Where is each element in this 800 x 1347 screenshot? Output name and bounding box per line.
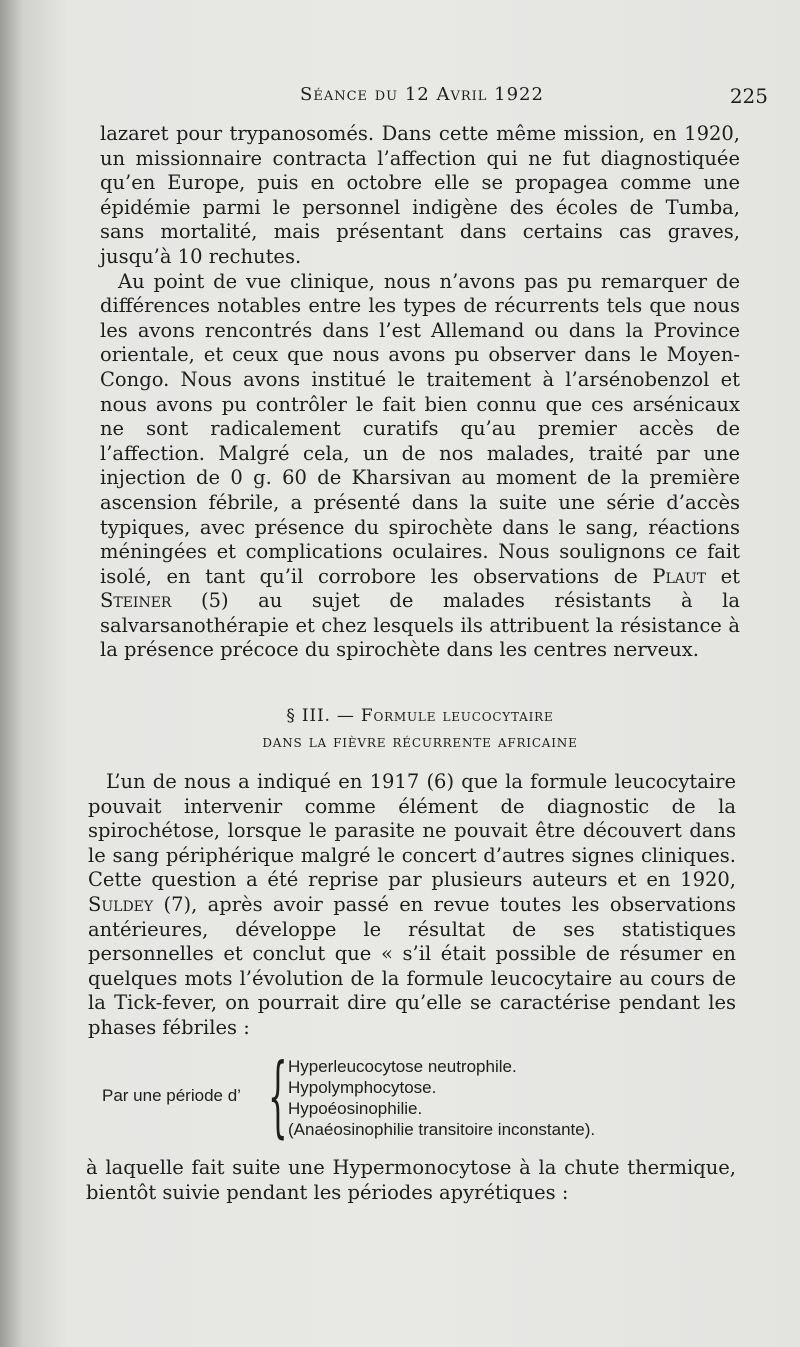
main-text (100, 122, 740, 663)
paragraph-2-text-a: Au point de vue clinique, nous n’avons pas pu remarquer de différences notables entre les types de récurrents tels que nous les avons rencontrés dans l’est Allemand ou dans la Province orientale, et ceux que nous avons pu observer dans le Moyen-Congo. Nous avons institué le traitement à l’arsénobenzol et nous avons pu contrôler le fait bien connu que ces arsénicaux ne sont radicalement curatifs qu’au premier accès de l’affection. Malgré cela, un de nos malades, traité par une injection de 0 g. 60 de Kharsivan au moment de la première ascension fébrile, a présenté dans la suite une série d’accès typiques, avec présence du spirochète dans le sang, réactions méningées et complications oculaires. Nous soulignons ce fait isolé, en tant qu’il corrobore les observations de (100, 269, 740, 588)
brace-list-label: Par une période d’ (102, 1086, 241, 1105)
paragraph-2 (100, 270, 740, 664)
paragraph-3-text-a: L’un de nous a indiqué en 1917 (6) que la formule leucocytaire pouvait intervenir comme élément de diagnostic de la spirochétose, lorsque le parasite ne pouvait être découvert dans le sang périphérique malgré le concert d’autres signes cliniques. Cette question a été reprise par plusieurs auteurs et en 1920, (88, 770, 736, 892)
section-text (88, 770, 736, 1041)
running-head: Séance du 12 Avril 1922 (300, 84, 544, 105)
brace-list-items (288, 1056, 595, 1140)
page-binding-edge (0, 0, 24, 1347)
section-heading-line-2: dans la fièvre récurrente africaine (262, 732, 578, 752)
closing-text (86, 1156, 736, 1205)
paragraph-2-text-b: (5) au sujet de malades résistants à la salvarsanothérapie et chez lesquels ils attribuent la résistance à la présence précoce du spirochète dans les centres nerveux. (100, 589, 740, 662)
author-name-plaut: Plaut (652, 564, 707, 588)
brace-list-item: Hyperleucocytose neutrophile. (288, 1057, 517, 1076)
author-name-suldey: Suldey (88, 892, 154, 916)
paragraph-3 (88, 770, 736, 1041)
page-header (0, 80, 800, 110)
page-number: 225 (729, 84, 768, 108)
paragraph-2-conj: et (706, 564, 741, 588)
paragraph-1: lazaret pour trypanosomés. Dans cette même mission, en 1920, un missionnaire contracta l’affection qui ne fut diagnostiquée qu’en Europe, puis en octobre elle se propagea comme une épidémie parmi le personnel indigène des écoles de Tumba, sans mortalité, mais présentant dans certains cas graves, jusqu’à 10 rechutes. (100, 122, 740, 268)
brace-list (100, 1044, 740, 1147)
brace-list-item: Hypolymphocytose. (288, 1078, 437, 1097)
curly-brace-icon: { (268, 1044, 288, 1147)
paragraph-4: à laquelle fait suite une Hypermonocytose à la chute thermique, bientôt suivie pendant les périodes apyrétiques : (86, 1156, 736, 1204)
section-heading-line-1: § III. — Formule leucocytaire (286, 706, 554, 726)
brace-list-item: Hypoéosinophilie. (288, 1099, 423, 1118)
brace-list-item: (Anaéosinophilie transitoire inconstante). (288, 1120, 596, 1139)
author-name-steiner: Steiner (100, 589, 172, 613)
section-heading (100, 703, 740, 755)
paragraph-3-text-b: (7), après avoir passé en revue toutes les observations antérieures, développe le résultat de ses statistiques personnelles et conclut que « s’il était possible de résumer en quelques mots l’évolution de la formule leucocytaire au cours de la Tick-fever, on pourrait dire qu’elle se caractérise pendant les phases fébriles : (88, 892, 736, 1039)
